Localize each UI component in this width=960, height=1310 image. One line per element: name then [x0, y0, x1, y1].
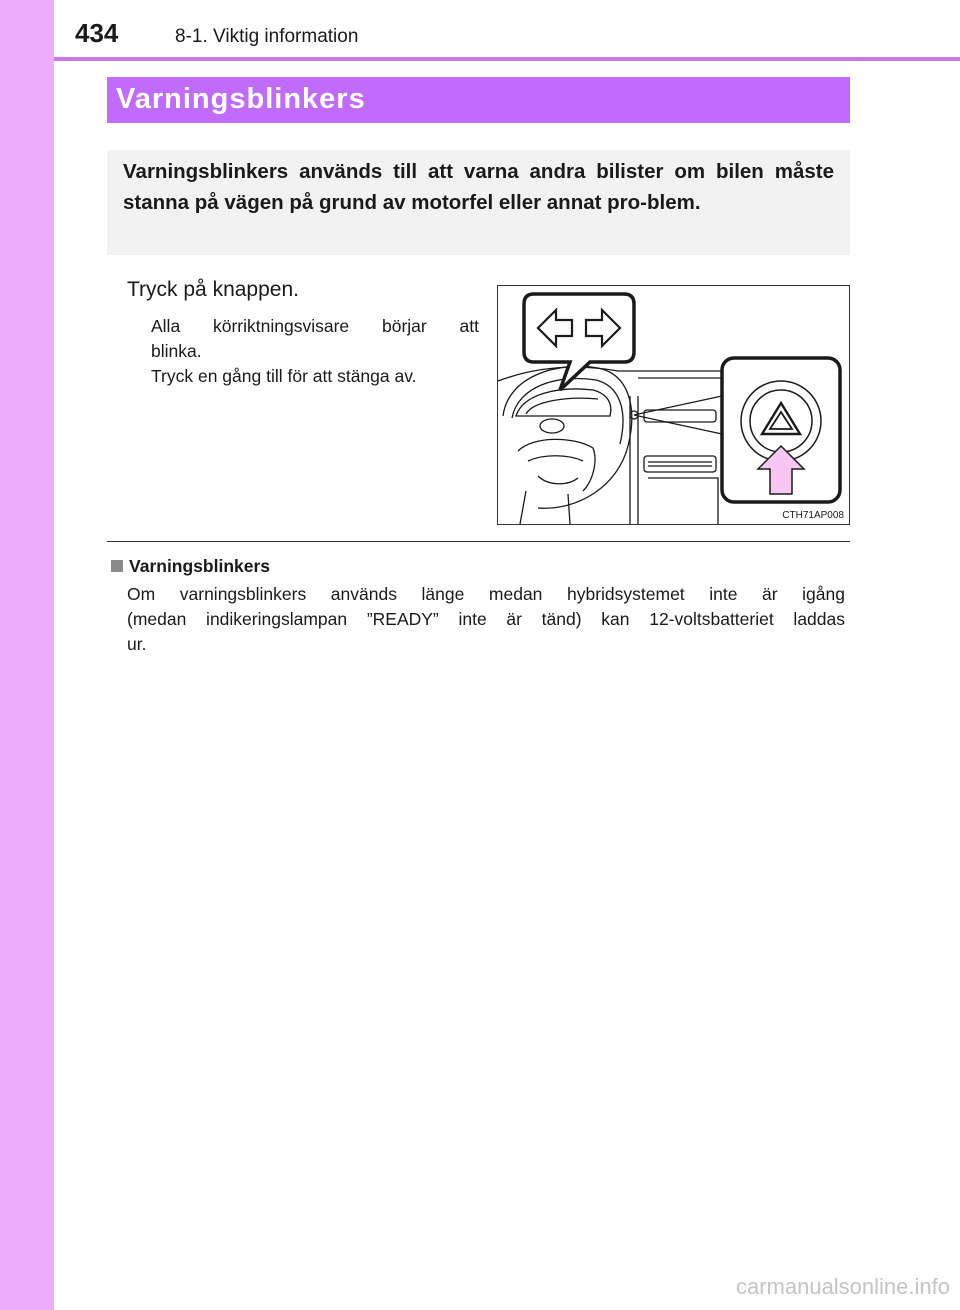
- step-title: Tryck på knappen.: [127, 278, 299, 301]
- watermark: carmanualsonline.info: [735, 1274, 950, 1299]
- hazard-switch-zoom: [722, 358, 840, 502]
- note-body: [127, 582, 845, 657]
- note-line: ur.: [127, 634, 147, 654]
- title-bar: [107, 77, 850, 123]
- figure-code: CTH71AP008: [782, 510, 844, 521]
- section-label: 8-1. Viktig information: [175, 26, 359, 47]
- bullet-square-icon: [111, 560, 123, 572]
- header-rule: [54, 57, 960, 61]
- page-title: Varningsblinkers: [116, 83, 366, 115]
- note-line: Om varningsblinkers används länge medan hybridsystemet inte är igång: [127, 584, 845, 604]
- step-desc-line: blinka.: [151, 341, 202, 361]
- leader-lines: [634, 396, 722, 434]
- dashboard-drawing: [498, 286, 849, 524]
- dashboard-lines: [498, 366, 728, 524]
- turn-signal-callout: [524, 294, 634, 390]
- step-description: [151, 314, 479, 389]
- note-heading: [111, 556, 270, 577]
- hazard-switch-illustration: [497, 285, 850, 525]
- step-desc-line: Alla körriktningsvisare börjar att: [151, 316, 479, 336]
- page-number: 434: [75, 18, 119, 48]
- section-divider: [107, 541, 850, 542]
- side-band: [0, 0, 54, 1310]
- intro-text: Varningsblinkers används till att varna andra bilister om bilen måste stanna på vägen på grund av motorfel eller annat pro-blem.: [123, 160, 834, 214]
- step-desc-line: Tryck en gång till för att stänga av.: [151, 366, 417, 386]
- note-heading-text: Varningsblinkers: [129, 556, 271, 576]
- note-line: (medan indikeringslampan ”READY” inte är tänd) kan 12-voltsbatteriet laddas: [127, 609, 845, 629]
- intro-box: [107, 150, 850, 255]
